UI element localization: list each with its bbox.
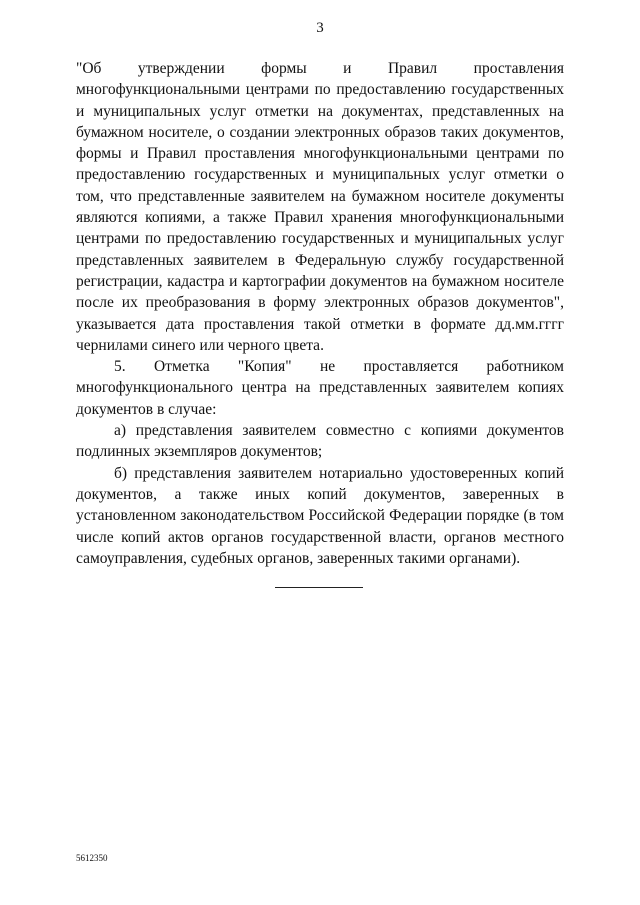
paragraph-subitem-b: б) представления заявителем нотариально удостоверенных копий документов, а также иных копий документов, заверенных в установленном законодательством Российской Федерации порядке (в том числе копий актов органов государственной власти, органов местного самоуправления, судебных органов, заверенных такими органами). <box>76 464 564 567</box>
document-body <box>76 58 564 569</box>
end-separator-line <box>275 587 363 588</box>
paragraph-item-5: 5. Отметка "Копия" не проставляется работником многофункционального центра на представленных заявителем копиях документов в случае: <box>76 358 564 418</box>
document-code: 5612350 <box>76 853 108 863</box>
paragraph-subitem-a: а) представления заявителем совместно с копиями документов подлинных экземпляров документов; <box>76 422 564 461</box>
page-number: 3 <box>316 20 324 36</box>
paragraph-continuation: "Об утверждении формы и Правил проставления многофункциональными центрами по предоставлению государственных и муниципальных услуг отметки на документах, представленных на бумажном носителе, о создании электронных образов таких документов, формы и Правил проставления многофункциональными центрами по предоставлению государственных и муниципальных услуг отметки о том, что представленные заявителем на бумажном носителе документы являются копиями, а также Правил хранения многофункциональными центрами по предоставлению государственных и муниципальных услуг представленных заявителем в Федеральную службу государственной регистрации, кадастра и картографии документов на бумажном носителе после их преобразования в форму электронных образов документов", указывается дата проставления такой отметки в формате дд.мм.гггг чернилами синего или черного цвета. <box>76 60 564 354</box>
